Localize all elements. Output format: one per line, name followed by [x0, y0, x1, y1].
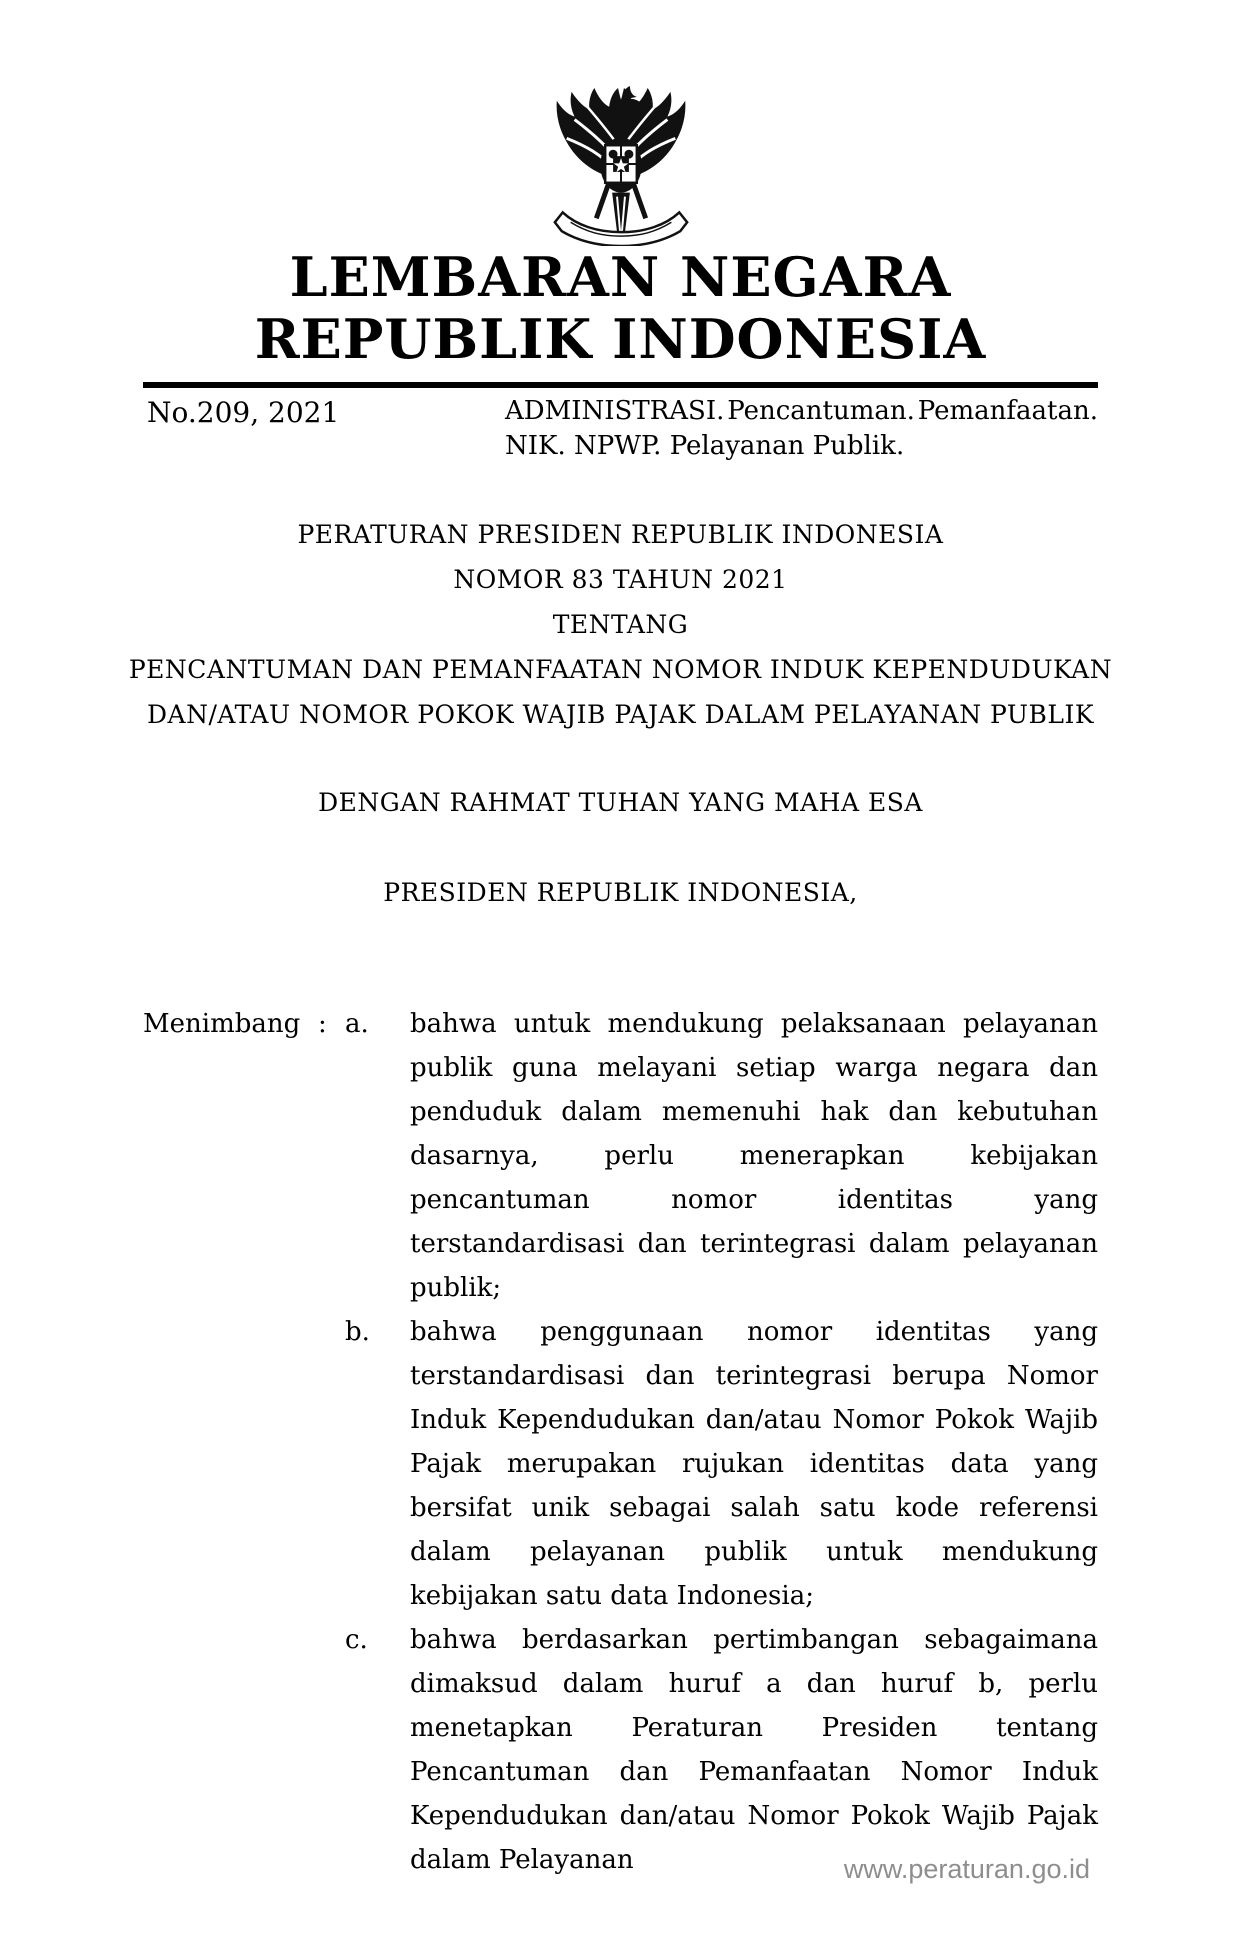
subject-word-1: ADMINISTRASI.	[505, 396, 725, 426]
masthead-divider	[143, 382, 1098, 388]
masthead	[0, 246, 1241, 370]
masthead-line1: LEMBARAN NEGARA	[289, 245, 952, 309]
consideration-letter-c: c.	[345, 1625, 368, 1655]
watermark-url: www.peraturan.go.id	[843, 1854, 1090, 1884]
subject-keywords	[505, 394, 1098, 464]
considering-colon-spacer	[318, 1310, 345, 1618]
issue-number: No.209, 2021	[147, 396, 340, 429]
considering-label-spacer	[143, 1310, 318, 1618]
garuda-pancasila-icon	[545, 84, 697, 246]
considering-label: Menimbang	[143, 1009, 301, 1039]
consideration-text-a: bahwa untuk mendukung pelaksanaan pelayanan publik guna melayani setiap warga negara dan penduduk dalam memenuhi hak dan kebutuhan dasarnya, perlu menerapkan kebijakan pencantuman nomor identitas yang terstandardisasi dan terintegrasi dalam pelayanan publik;	[410, 1009, 1098, 1303]
considering-colon: :	[318, 1009, 327, 1039]
regulation-title-line2: NOMOR 83 TAHUN 2021	[453, 565, 788, 594]
regulation-title-line4: PENCANTUMAN DAN PEMANFAATAN NOMOR INDUK KEPENDUDUKAN	[128, 655, 1113, 684]
considering-colon-spacer	[318, 1618, 345, 1882]
considering-section	[143, 1002, 1098, 1882]
authority-line: PRESIDEN REPUBLIK INDONESIA,	[383, 878, 858, 907]
garuda-pancasila-svg	[545, 84, 697, 246]
consideration-text-b: bahwa penggunaan nomor identitas yang terstandardisasi dan terintegrasi berupa Nomor Induk Kependudukan dan/atau Nomor Pokok Wajib Pajak merupakan rujukan identitas data yang bersifat unik sebagai salah satu kode referensi dalam pelayanan publik untuk mendukung kebijakan satu data Indonesia;	[410, 1317, 1098, 1611]
subject-line-1	[505, 394, 1098, 429]
consideration-text-c: bahwa berdasarkan pertimbangan sebagaimana dimaksud dalam huruf a dan huruf b, perlu menetapkan Peraturan Presiden tentang Pencantuman dan Pemanfaatan Nomor Induk Kependudukan dan/atau Nomor Pokok Wajib Pajak dalam Pelayanan	[410, 1625, 1098, 1875]
subject-word-2: Pencantuman.	[727, 396, 915, 426]
regulation-title-line3: TENTANG	[552, 610, 689, 639]
invocation-line: DENGAN RAHMAT TUHAN YANG MAHA ESA	[318, 788, 923, 817]
regulation-title-line5: DAN/ATAU NOMOR POKOK WAJIB PAJAK DALAM PELAYANAN PUBLIK	[147, 700, 1094, 729]
consideration-letter-b: b.	[345, 1317, 370, 1347]
consideration-letter-a: a.	[345, 1009, 369, 1039]
considering-label-spacer	[143, 1618, 318, 1882]
regulation-title	[0, 512, 1241, 737]
regulation-title-line1: PERATURAN PRESIDEN REPUBLIK INDONESIA	[297, 520, 944, 549]
subject-word-3: Pemanfaatan.	[917, 396, 1098, 426]
subject-line-2: NIK. NPWP. Pelayanan Publik.	[505, 431, 905, 461]
masthead-line2: REPUBLIK INDONESIA	[254, 307, 987, 371]
